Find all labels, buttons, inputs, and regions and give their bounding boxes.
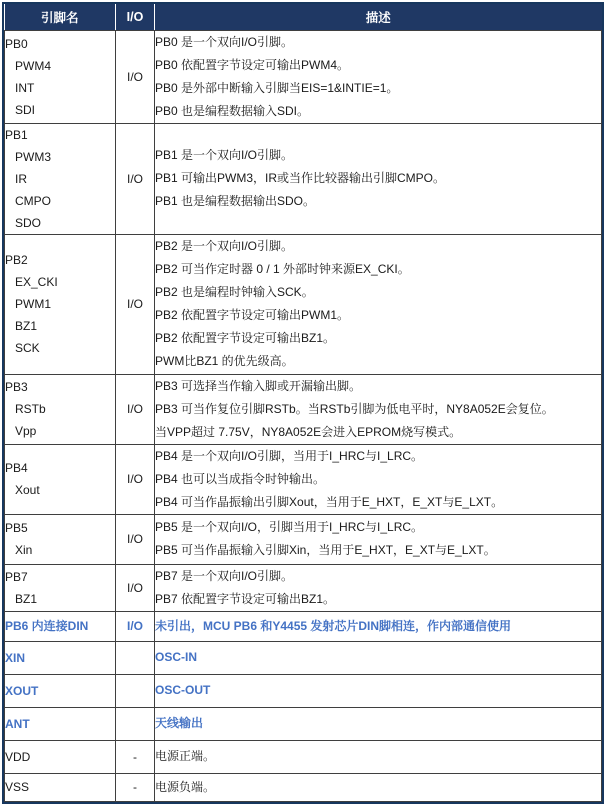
header-description: 描述 xyxy=(155,4,602,30)
pin-label: BZ1 xyxy=(15,591,38,606)
header-io: I/O xyxy=(116,4,155,30)
pin-name-cell xyxy=(5,611,116,641)
header-pin-name: 引脚名 xyxy=(5,4,116,30)
pin-name-cell xyxy=(5,444,116,514)
description-line: PB0 是外部中断输入引脚当EIS=1&INTIE=1。 xyxy=(155,80,399,95)
pin-name-cell xyxy=(5,514,116,564)
pin-label: SCK xyxy=(15,341,40,355)
description-cell xyxy=(155,374,602,444)
description-line: PB2 依配置字节设定可输出PWM1。 xyxy=(155,308,350,322)
description-cell xyxy=(155,773,602,801)
description-cell xyxy=(155,611,602,641)
pin-label: PWM4 xyxy=(15,58,51,73)
table-row-pb6-din xyxy=(5,611,602,641)
pin-label: PB3 xyxy=(5,380,28,394)
pin-name-cell xyxy=(5,707,116,740)
description-line: PB7 依配置字节设定可输出BZ1。 xyxy=(155,591,336,606)
table-row-pb0 xyxy=(5,30,602,123)
description-line: PB4 是一个双向I/O引脚，当用于I_HRC与I_LRC。 xyxy=(155,448,424,463)
io-cell: I/O xyxy=(116,30,155,123)
description-line: PB5 可当作晶振输入引脚Xin，当用于E_HXT，E_XT与E_LXT。 xyxy=(155,543,496,557)
description-line: PWM比BZ1 的优先级高。 xyxy=(155,354,294,368)
pin-label: PB7 xyxy=(5,569,28,584)
io-cell: I/O xyxy=(116,514,155,564)
description-line: OSC-OUT xyxy=(155,683,211,697)
description-cell xyxy=(155,564,602,611)
description-cell xyxy=(155,707,602,740)
pin-name-cell xyxy=(5,773,116,801)
pin-label: Xout xyxy=(15,483,40,497)
pin-label: PB2 xyxy=(5,253,28,267)
description-line: PB0 也是编程数据输入SDI。 xyxy=(155,103,310,118)
description-cell xyxy=(155,514,602,564)
pin-label: VSS xyxy=(5,780,30,794)
io-cell: I/O xyxy=(116,564,155,611)
description-line: PB1 也是编程数据输出SDO。 xyxy=(155,194,316,208)
description-line: PB0 依配置字节设定可输出PWM4。 xyxy=(155,57,350,72)
table-row-pb5 xyxy=(5,514,602,564)
pin-name-cell xyxy=(5,374,116,444)
pin-label: PB5 xyxy=(5,521,28,535)
description-line: PB4 可当作晶振输出引脚Xout，当用于E_HXT，E_XT与E_LXT。 xyxy=(155,494,504,509)
io-cell: - xyxy=(116,740,155,773)
description-cell xyxy=(155,30,602,123)
table-row-xin xyxy=(5,641,602,674)
pin-label: Xin xyxy=(15,543,33,557)
description-cell xyxy=(155,641,602,674)
table-row-vdd xyxy=(5,740,602,773)
pin-label: PB1 xyxy=(5,127,28,142)
pin-label: BZ1 xyxy=(15,319,38,333)
io-cell: I/O xyxy=(116,234,155,374)
pin-name-cell xyxy=(5,740,116,773)
description-line: PB5 是一个双向I/O，引脚当用于I_HRC与I_LRC。 xyxy=(155,520,424,534)
description-cell xyxy=(155,674,602,707)
header-row xyxy=(5,4,602,30)
description-cell xyxy=(155,740,602,773)
description-line: PB4 也可以当成指令时钟输出。 xyxy=(155,471,326,486)
table-row-pb2 xyxy=(5,234,602,374)
pin-description-table xyxy=(2,2,604,804)
description-line: 未引出，MCU PB6 和Y4455 发射芯片DIN脚相连，作内部通信使用 xyxy=(155,618,512,633)
pin-label: XOUT xyxy=(5,683,39,698)
pin-label: PWM1 xyxy=(15,297,51,311)
pin-name-cell xyxy=(5,641,116,674)
pin-label: VDD xyxy=(5,749,31,764)
io-cell xyxy=(116,641,155,674)
table-row-pb1 xyxy=(5,123,602,234)
io-cell xyxy=(116,707,155,740)
table-row-vss xyxy=(5,773,602,801)
pin-name-cell xyxy=(5,674,116,707)
description-line: OSC-IN xyxy=(155,650,197,664)
description-line: PB1 是一个双向I/O引脚。 xyxy=(155,148,294,162)
description-cell xyxy=(155,234,602,374)
description-line: PB0 是一个双向I/O引脚。 xyxy=(155,34,294,49)
io-cell xyxy=(116,674,155,707)
pin-label: PB4 xyxy=(5,461,28,475)
pin-name-cell xyxy=(5,123,116,234)
description-cell xyxy=(155,123,602,234)
pin-label: PB6 内连接DIN xyxy=(5,619,89,633)
table-row-xout xyxy=(5,674,602,707)
pin-label: PWM3 xyxy=(15,149,51,164)
description-line: PB2 是一个双向I/O引脚。 xyxy=(155,239,294,253)
io-cell: - xyxy=(116,773,155,801)
io-cell: I/O xyxy=(116,374,155,444)
description-line: PB1 可输出PWM3，IR或当作比较器输出引脚CMPO。 xyxy=(155,171,446,185)
description-line: PB7 是一个双向I/O引脚。 xyxy=(155,568,294,583)
pin-name-cell xyxy=(5,564,116,611)
description-line: 当VPP超过 7.75V，NY8A052E会进入EPROM烧写模式。 xyxy=(155,424,462,439)
table-row-ant xyxy=(5,707,602,740)
pin-name-cell xyxy=(5,234,116,374)
description-line: 电源负端。 xyxy=(155,779,216,794)
description-line: PB3 可选择当作输入脚或开漏输出脚。 xyxy=(155,378,362,393)
io-cell: I/O xyxy=(116,611,155,641)
pin-label: IR xyxy=(15,171,27,186)
pin-label: RSTb xyxy=(15,402,46,416)
description-line: PB2 依配置字节设定可输出BZ1。 xyxy=(155,331,336,345)
pin-label: SDO xyxy=(15,215,42,230)
pin-name-cell xyxy=(5,30,116,123)
table-row-pb3 xyxy=(5,374,602,444)
description-line: PB2 也是编程时钟输入SCK。 xyxy=(155,285,314,299)
pin-label: SDI xyxy=(15,102,36,117)
description-cell xyxy=(155,444,602,514)
description-line: PB3 可当作复位引脚RSTb。当RSTb引脚为低电平时，NY8A052E会复位。 xyxy=(155,401,554,416)
io-cell: I/O xyxy=(116,123,155,234)
pin-label: CMPO xyxy=(15,193,51,208)
pin-label: INT xyxy=(15,80,35,95)
pin-label: XIN xyxy=(5,650,26,665)
description-line: 电源正端。 xyxy=(155,749,216,763)
pin-label: Vpp xyxy=(15,424,37,438)
description-line: PB2 可当作定时器 0 / 1 外部时钟来源EX_CKI。 xyxy=(155,262,410,276)
pin-label: PB0 xyxy=(5,36,28,51)
pin-label: EX_CKI xyxy=(15,275,58,289)
io-cell: I/O xyxy=(116,444,155,514)
table-row-pb4 xyxy=(5,444,602,514)
pin-label: ANT xyxy=(5,716,30,731)
table-row-pb7 xyxy=(5,564,602,611)
description-line: 天线输出 xyxy=(155,716,204,730)
pin-table xyxy=(4,4,602,802)
